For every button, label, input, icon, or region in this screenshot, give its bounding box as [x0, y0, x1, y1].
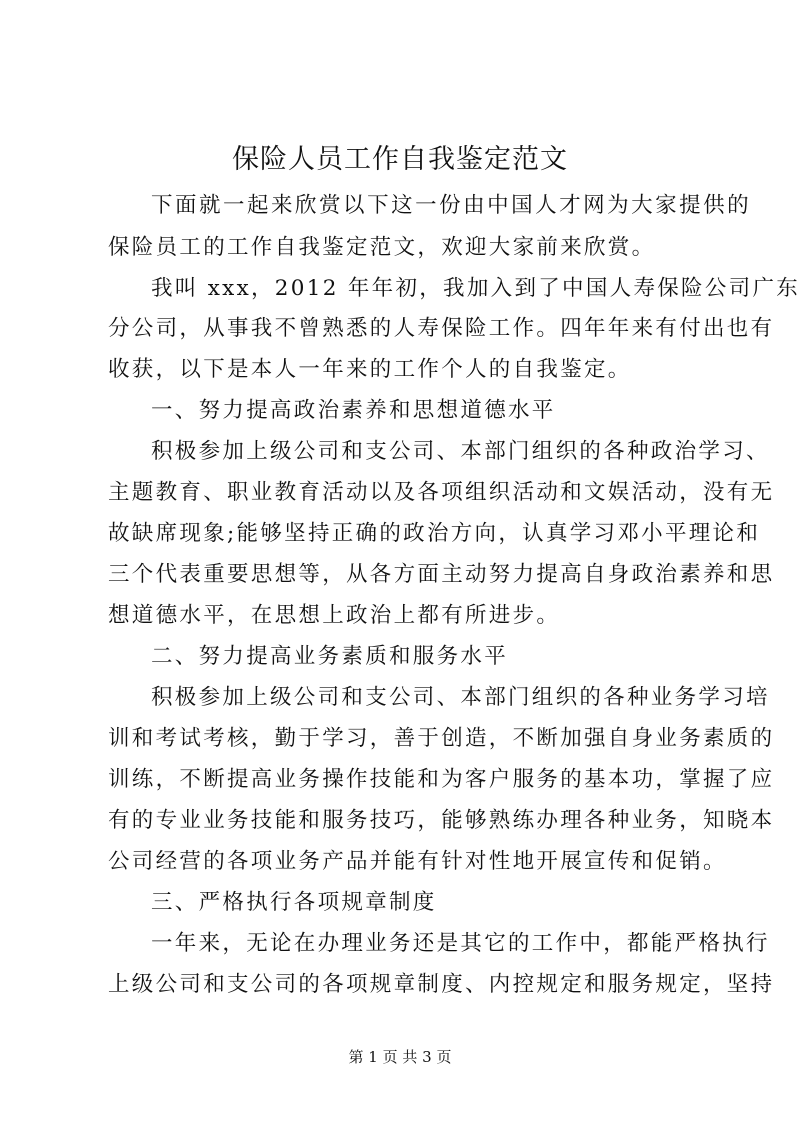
section-heading: 三、严格执行各项规章制度: [151, 890, 437, 915]
body-line: 我叫 xxx，2012 年年初，我加入到了中国人寿保险公司广东: [151, 276, 800, 301]
body-line: 训练，不断提高业务操作技能和为客户服务的基本功，掌握了应: [108, 767, 775, 792]
document-title: 保险人员工作自我鉴定范文: [232, 144, 568, 175]
body-line: 故缺席现象;能够坚持正确的政治方向，认真学习邓小平理论和: [108, 521, 761, 546]
body-line: 三个代表重要思想等，从各方面主动努力提高自身政治素养和思: [108, 562, 775, 587]
body-line: 上级公司和支公司的各项规章制度、内控规定和服务规定，坚持: [108, 972, 775, 997]
section-heading: 二、努力提高业务素质和服务水平: [151, 644, 509, 669]
body-line: 积极参加上级公司和支公司、本部门组织的各种业务学习培: [151, 685, 770, 710]
page-footer: 第 1 页 共 3 页: [348, 1048, 452, 1066]
body-line: 一年来，无论在办理业务还是其它的工作中，都能严格执行: [151, 931, 770, 956]
body-line: 主题教育、职业教育活动以及各项组织活动和文娱活动，没有无: [108, 480, 775, 505]
body-line: 想道德水平，在思想上政治上都有所进步。: [108, 603, 561, 628]
section-heading: 一、努力提高政治素养和思想道德水平: [151, 398, 556, 423]
body-line: 积极参加上级公司和支公司、本部门组织的各种政治学习、: [151, 439, 770, 464]
body-line: 公司经营的各项业务产品并能有针对性地开展宣传和促销。: [108, 849, 727, 874]
body-line: 收获，以下是本人一年来的工作个人的自我鉴定。: [108, 357, 632, 382]
body-line: 训和考试考核，勤于学习，善于创造，不断加强自身业务素质的: [108, 726, 775, 751]
body-line: 下面就一起来欣赏以下这一份由中国人才网为大家提供的: [151, 193, 751, 218]
body-line: 有的专业业务技能和服务技巧，能够熟练办理各种业务，知晓本: [108, 808, 775, 833]
body-line: 分公司，从事我不曾熟悉的人寿保险工作。四年年来有付出也有: [108, 316, 775, 341]
body-line: 保险员工的工作自我鉴定范文，欢迎大家前来欣赏。: [108, 235, 656, 260]
